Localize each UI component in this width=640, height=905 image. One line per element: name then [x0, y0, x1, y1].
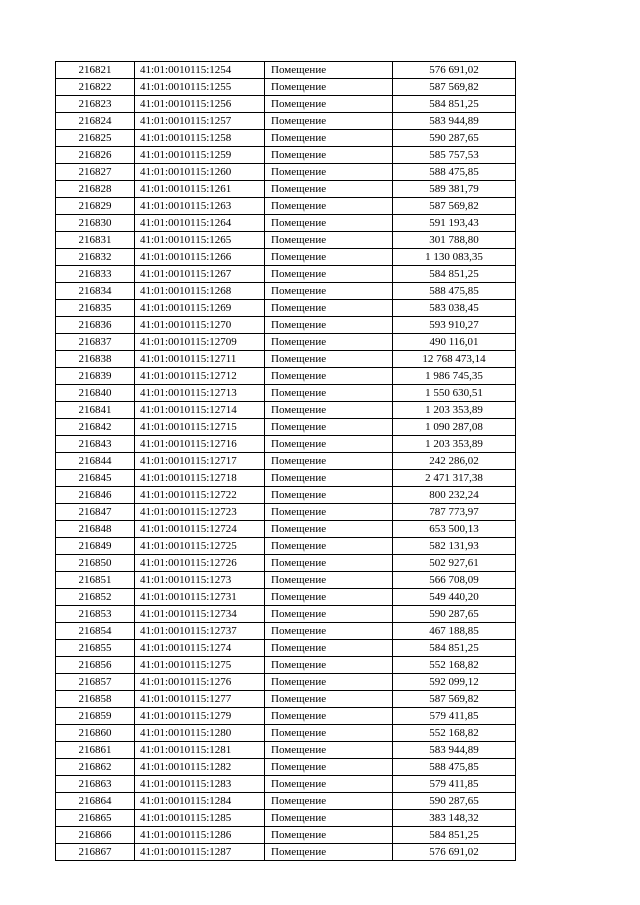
object-type-cell: Помещение — [265, 742, 393, 759]
object-type-cell: Помещение — [265, 521, 393, 538]
cadastral-number-cell: 41:01:0010115:1256 — [135, 96, 265, 113]
object-type-cell: Помещение — [265, 827, 393, 844]
row-number-cell: 216840 — [56, 385, 135, 402]
row-number-cell: 216851 — [56, 572, 135, 589]
cadastral-number-cell: 41:01:0010115:1281 — [135, 742, 265, 759]
cadastral-value-cell: 584 851,25 — [393, 827, 516, 844]
cadastral-value-cell: 242 286,02 — [393, 453, 516, 470]
row-number-cell: 216863 — [56, 776, 135, 793]
row-number-cell: 216839 — [56, 368, 135, 385]
row-number-cell: 216849 — [56, 538, 135, 555]
cadastral-number-cell: 41:01:0010115:12722 — [135, 487, 265, 504]
table-row — [56, 198, 516, 215]
object-type-cell: Помещение — [265, 623, 393, 640]
cadastral-number-cell: 41:01:0010115:1258 — [135, 130, 265, 147]
row-number-cell: 216843 — [56, 436, 135, 453]
cadastral-number-cell: 41:01:0010115:1286 — [135, 827, 265, 844]
object-type-cell: Помещение — [265, 300, 393, 317]
object-type-cell: Помещение — [265, 793, 393, 810]
row-number-cell: 216825 — [56, 130, 135, 147]
row-number-cell: 216822 — [56, 79, 135, 96]
cadastral-value-cell: 1 203 353,89 — [393, 402, 516, 419]
object-type-cell: Помещение — [265, 283, 393, 300]
cadastral-value-cell: 1 130 083,35 — [393, 249, 516, 266]
cadastral-number-cell: 41:01:0010115:12709 — [135, 334, 265, 351]
row-number-cell: 216830 — [56, 215, 135, 232]
cadastral-number-cell: 41:01:0010115:12711 — [135, 351, 265, 368]
table-row — [56, 776, 516, 793]
object-type-cell: Помещение — [265, 504, 393, 521]
cadastral-number-cell: 41:01:0010115:1277 — [135, 691, 265, 708]
row-number-cell: 216847 — [56, 504, 135, 521]
cadastral-number-cell: 41:01:0010115:1255 — [135, 79, 265, 96]
cadastral-number-cell: 41:01:0010115:1267 — [135, 266, 265, 283]
row-number-cell: 216832 — [56, 249, 135, 266]
table-row — [56, 317, 516, 334]
object-type-cell: Помещение — [265, 436, 393, 453]
table-row — [56, 589, 516, 606]
object-type-cell: Помещение — [265, 555, 393, 572]
table-row — [56, 623, 516, 640]
row-number-cell: 216835 — [56, 300, 135, 317]
object-type-cell: Помещение — [265, 759, 393, 776]
cadastral-value-cell: 1 986 745,35 — [393, 368, 516, 385]
object-type-cell: Помещение — [265, 674, 393, 691]
cadastral-value-cell: 585 757,53 — [393, 147, 516, 164]
cadastral-number-cell: 41:01:0010115:1269 — [135, 300, 265, 317]
row-number-cell: 216845 — [56, 470, 135, 487]
table-row — [56, 368, 516, 385]
object-type-cell: Помещение — [265, 776, 393, 793]
cadastral-value-cell: 502 927,61 — [393, 555, 516, 572]
row-number-cell: 216859 — [56, 708, 135, 725]
table-row — [56, 725, 516, 742]
cadastral-number-cell: 41:01:0010115:1260 — [135, 164, 265, 181]
cadastral-value-cell: 576 691,02 — [393, 62, 516, 79]
row-number-cell: 216858 — [56, 691, 135, 708]
row-number-cell: 216848 — [56, 521, 135, 538]
table-row — [56, 164, 516, 181]
object-type-cell: Помещение — [265, 640, 393, 657]
table-row — [56, 844, 516, 861]
cadastral-number-cell: 41:01:0010115:12737 — [135, 623, 265, 640]
cadastral-number-cell: 41:01:0010115:1273 — [135, 572, 265, 589]
cadastral-value-cell: 800 232,24 — [393, 487, 516, 504]
row-number-cell: 216861 — [56, 742, 135, 759]
cadastral-number-cell: 41:01:0010115:12716 — [135, 436, 265, 453]
table-row — [56, 232, 516, 249]
cadastral-number-cell: 41:01:0010115:1279 — [135, 708, 265, 725]
object-type-cell: Помещение — [265, 232, 393, 249]
object-type-cell: Помещение — [265, 385, 393, 402]
table-row — [56, 351, 516, 368]
object-type-cell: Помещение — [265, 844, 393, 861]
object-type-cell: Помещение — [265, 368, 393, 385]
cadastral-value-cell: 566 708,09 — [393, 572, 516, 589]
row-number-cell: 216852 — [56, 589, 135, 606]
row-number-cell: 216842 — [56, 419, 135, 436]
row-number-cell: 216823 — [56, 96, 135, 113]
cadastral-number-cell: 41:01:0010115:1287 — [135, 844, 265, 861]
row-number-cell: 216841 — [56, 402, 135, 419]
object-type-cell: Помещение — [265, 606, 393, 623]
row-number-cell: 216821 — [56, 62, 135, 79]
table-row — [56, 810, 516, 827]
row-number-cell: 216834 — [56, 283, 135, 300]
object-type-cell: Помещение — [265, 708, 393, 725]
row-number-cell: 216856 — [56, 657, 135, 674]
cadastral-value-cell: 587 569,82 — [393, 79, 516, 96]
row-number-cell: 216865 — [56, 810, 135, 827]
cadastral-value-cell: 12 768 473,14 — [393, 351, 516, 368]
cadastral-value-cell: 587 569,82 — [393, 198, 516, 215]
row-number-cell: 216828 — [56, 181, 135, 198]
cadastral-value-cell: 552 168,82 — [393, 725, 516, 742]
table-row — [56, 606, 516, 623]
cadastral-number-cell: 41:01:0010115:1284 — [135, 793, 265, 810]
table-row — [56, 300, 516, 317]
table-row — [56, 419, 516, 436]
table-row — [56, 504, 516, 521]
table-row — [56, 62, 516, 79]
cadastral-value-cell: 1 090 287,08 — [393, 419, 516, 436]
cadastral-number-cell: 41:01:0010115:1257 — [135, 113, 265, 130]
cadastral-number-cell: 41:01:0010115:1280 — [135, 725, 265, 742]
object-type-cell: Помещение — [265, 334, 393, 351]
cadastral-value-cell: 582 131,93 — [393, 538, 516, 555]
row-number-cell: 216864 — [56, 793, 135, 810]
cadastral-number-cell: 41:01:0010115:12725 — [135, 538, 265, 555]
object-type-cell: Помещение — [265, 691, 393, 708]
object-type-cell: Помещение — [265, 470, 393, 487]
table-row — [56, 283, 516, 300]
cadastral-value-cell: 653 500,13 — [393, 521, 516, 538]
table-row — [56, 436, 516, 453]
cadastral-number-cell: 41:01:0010115:1276 — [135, 674, 265, 691]
object-type-cell: Помещение — [265, 96, 393, 113]
cadastral-number-cell: 41:01:0010115:1274 — [135, 640, 265, 657]
object-type-cell: Помещение — [265, 215, 393, 232]
row-number-cell: 216853 — [56, 606, 135, 623]
cadastral-number-cell: 41:01:0010115:1254 — [135, 62, 265, 79]
cadastral-value-cell: 593 910,27 — [393, 317, 516, 334]
table-row — [56, 181, 516, 198]
cadastral-value-cell: 552 168,82 — [393, 657, 516, 674]
row-number-cell: 216860 — [56, 725, 135, 742]
cadastral-number-cell: 41:01:0010115:1261 — [135, 181, 265, 198]
cadastral-number-cell: 41:01:0010115:12718 — [135, 470, 265, 487]
object-type-cell: Помещение — [265, 402, 393, 419]
cadastral-value-cell: 584 851,25 — [393, 640, 516, 657]
object-type-cell: Помещение — [265, 164, 393, 181]
cadastral-value-cell: 592 099,12 — [393, 674, 516, 691]
cadastral-number-cell: 41:01:0010115:12712 — [135, 368, 265, 385]
table-row — [56, 96, 516, 113]
table-row — [56, 402, 516, 419]
table-row — [56, 521, 516, 538]
cadastral-value-cell: 549 440,20 — [393, 589, 516, 606]
cadastral-number-cell: 41:01:0010115:12717 — [135, 453, 265, 470]
object-type-cell: Помещение — [265, 657, 393, 674]
cadastral-value-cell: 787 773,97 — [393, 504, 516, 521]
registry-table — [55, 61, 516, 861]
table-row — [56, 572, 516, 589]
object-type-cell: Помещение — [265, 419, 393, 436]
object-type-cell: Помещение — [265, 810, 393, 827]
cadastral-value-cell: 590 287,65 — [393, 793, 516, 810]
object-type-cell: Помещение — [265, 130, 393, 147]
cadastral-value-cell: 588 475,85 — [393, 164, 516, 181]
table-row — [56, 385, 516, 402]
cadastral-value-cell: 1 550 630,51 — [393, 385, 516, 402]
row-number-cell: 216838 — [56, 351, 135, 368]
row-number-cell: 216824 — [56, 113, 135, 130]
table-row — [56, 147, 516, 164]
cadastral-number-cell: 41:01:0010115:1263 — [135, 198, 265, 215]
cadastral-value-cell: 591 193,43 — [393, 215, 516, 232]
table-row — [56, 249, 516, 266]
row-number-cell: 216846 — [56, 487, 135, 504]
cadastral-number-cell: 41:01:0010115:12734 — [135, 606, 265, 623]
registry-table-body — [56, 62, 516, 861]
cadastral-value-cell: 579 411,85 — [393, 776, 516, 793]
cadastral-number-cell: 41:01:0010115:12724 — [135, 521, 265, 538]
cadastral-number-cell: 41:01:0010115:1282 — [135, 759, 265, 776]
table-row — [56, 708, 516, 725]
cadastral-value-cell: 589 381,79 — [393, 181, 516, 198]
cadastral-number-cell: 41:01:0010115:1283 — [135, 776, 265, 793]
cadastral-number-cell: 41:01:0010115:12726 — [135, 555, 265, 572]
object-type-cell: Помещение — [265, 249, 393, 266]
table-row — [56, 640, 516, 657]
table-row — [56, 759, 516, 776]
cadastral-value-cell: 588 475,85 — [393, 283, 516, 300]
cadastral-number-cell: 41:01:0010115:12723 — [135, 504, 265, 521]
cadastral-value-cell: 583 944,89 — [393, 113, 516, 130]
table-row — [56, 453, 516, 470]
cadastral-value-cell: 576 691,02 — [393, 844, 516, 861]
object-type-cell: Помещение — [265, 198, 393, 215]
row-number-cell: 216855 — [56, 640, 135, 657]
table-row — [56, 334, 516, 351]
table-row — [56, 674, 516, 691]
cadastral-value-cell: 588 475,85 — [393, 759, 516, 776]
cadastral-value-cell: 579 411,85 — [393, 708, 516, 725]
table-row — [56, 470, 516, 487]
cadastral-value-cell: 587 569,82 — [393, 691, 516, 708]
object-type-cell: Помещение — [265, 538, 393, 555]
row-number-cell: 216844 — [56, 453, 135, 470]
cadastral-value-cell: 383 148,32 — [393, 810, 516, 827]
cadastral-number-cell: 41:01:0010115:1275 — [135, 657, 265, 674]
cadastral-number-cell: 41:01:0010115:1264 — [135, 215, 265, 232]
row-number-cell: 216837 — [56, 334, 135, 351]
object-type-cell: Помещение — [265, 181, 393, 198]
object-type-cell: Помещение — [265, 351, 393, 368]
object-type-cell: Помещение — [265, 589, 393, 606]
cadastral-number-cell: 41:01:0010115:1268 — [135, 283, 265, 300]
table-row — [56, 793, 516, 810]
cadastral-value-cell: 590 287,65 — [393, 130, 516, 147]
row-number-cell: 216854 — [56, 623, 135, 640]
cadastral-number-cell: 41:01:0010115:12715 — [135, 419, 265, 436]
table-row — [56, 79, 516, 96]
row-number-cell: 216836 — [56, 317, 135, 334]
cadastral-value-cell: 1 203 353,89 — [393, 436, 516, 453]
row-number-cell: 216833 — [56, 266, 135, 283]
cadastral-value-cell: 2 471 317,38 — [393, 470, 516, 487]
object-type-cell: Помещение — [265, 453, 393, 470]
object-type-cell: Помещение — [265, 113, 393, 130]
cadastral-number-cell: 41:01:0010115:1265 — [135, 232, 265, 249]
row-number-cell: 216866 — [56, 827, 135, 844]
table-row — [56, 266, 516, 283]
cadastral-number-cell: 41:01:0010115:12713 — [135, 385, 265, 402]
row-number-cell: 216827 — [56, 164, 135, 181]
object-type-cell: Помещение — [265, 79, 393, 96]
cadastral-value-cell: 583 038,45 — [393, 300, 516, 317]
object-type-cell: Помещение — [265, 62, 393, 79]
object-type-cell: Помещение — [265, 266, 393, 283]
object-type-cell: Помещение — [265, 725, 393, 742]
row-number-cell: 216831 — [56, 232, 135, 249]
cadastral-value-cell: 583 944,89 — [393, 742, 516, 759]
table-row — [56, 742, 516, 759]
cadastral-number-cell: 41:01:0010115:1285 — [135, 810, 265, 827]
table-row — [56, 538, 516, 555]
cadastral-number-cell: 41:01:0010115:1266 — [135, 249, 265, 266]
table-row — [56, 555, 516, 572]
row-number-cell: 216829 — [56, 198, 135, 215]
object-type-cell: Помещение — [265, 487, 393, 504]
cadastral-value-cell: 584 851,25 — [393, 266, 516, 283]
object-type-cell: Помещение — [265, 317, 393, 334]
cadastral-value-cell: 584 851,25 — [393, 96, 516, 113]
row-number-cell: 216857 — [56, 674, 135, 691]
cadastral-number-cell: 41:01:0010115:12714 — [135, 402, 265, 419]
table-row — [56, 130, 516, 147]
cadastral-value-cell: 590 287,65 — [393, 606, 516, 623]
table-row — [56, 657, 516, 674]
cadastral-number-cell: 41:01:0010115:1259 — [135, 147, 265, 164]
table-row — [56, 113, 516, 130]
cadastral-value-cell: 467 188,85 — [393, 623, 516, 640]
row-number-cell: 216867 — [56, 844, 135, 861]
table-row — [56, 691, 516, 708]
cadastral-value-cell: 301 788,80 — [393, 232, 516, 249]
row-number-cell: 216850 — [56, 555, 135, 572]
table-row — [56, 487, 516, 504]
cadastral-number-cell: 41:01:0010115:1270 — [135, 317, 265, 334]
cadastral-value-cell: 490 116,01 — [393, 334, 516, 351]
object-type-cell: Помещение — [265, 147, 393, 164]
object-type-cell: Помещение — [265, 572, 393, 589]
table-row — [56, 215, 516, 232]
row-number-cell: 216826 — [56, 147, 135, 164]
table-row — [56, 827, 516, 844]
cadastral-number-cell: 41:01:0010115:12731 — [135, 589, 265, 606]
row-number-cell: 216862 — [56, 759, 135, 776]
